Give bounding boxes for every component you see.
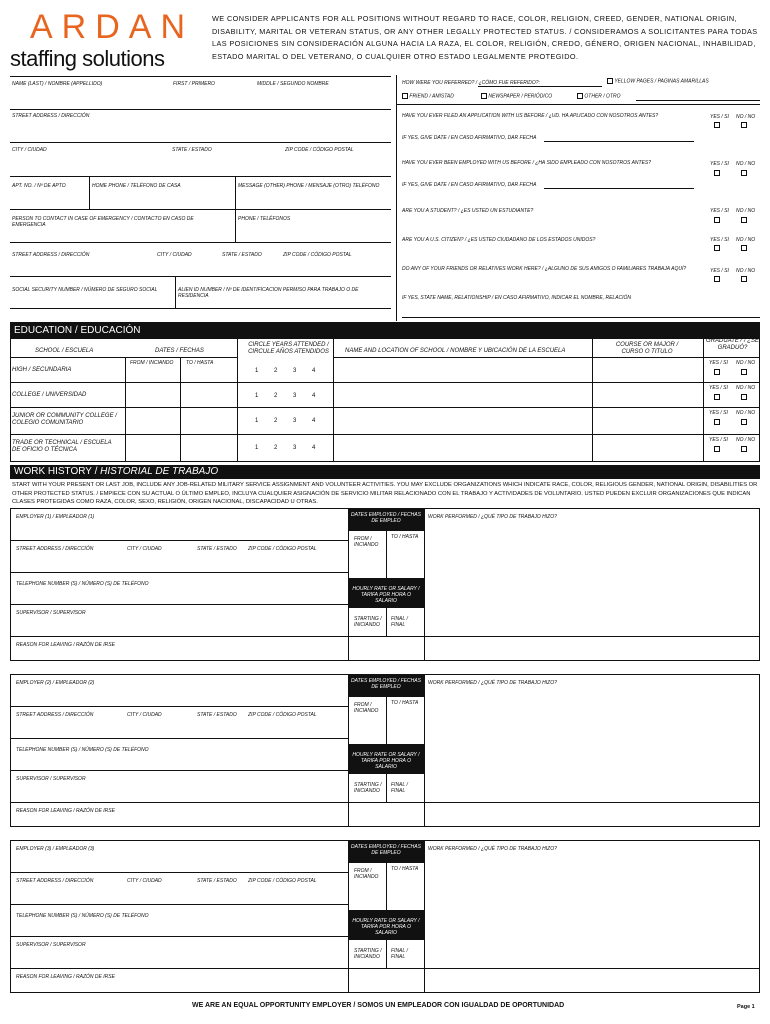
edu-to-header: TO / HASTA	[186, 360, 214, 366]
other-checkbox[interactable]	[577, 93, 583, 99]
page-number: Page 1	[737, 1004, 755, 1010]
edu-school-header: SCHOOL / ESCUELA	[35, 348, 94, 354]
yellow-checkbox[interactable]	[607, 78, 613, 84]
referral-question: HOW WERE YOU REFERRED? / ¿CÓMO FUE REFERIDO?:	[402, 80, 540, 86]
edu-graduate-yes-checkbox[interactable]	[714, 394, 720, 400]
edu-year-option[interactable]: 3	[293, 445, 297, 451]
student-yes-checkbox[interactable]	[714, 217, 720, 223]
work-instructions: START WITH YOUR PRESENT OR LAST JOB, INCLUDE ANY JOB-RELATED MILITARY SERVICE ASSIGNMENT AND VOLUNTEER ACTIVITIES. YOU MAY EXCLUDE ORGANIZATIONS WHICH INDICATE RACE, COLOR, RELIGIOUS GENDER, NATIONAL ORIGIN, DISABILITIES OR OTHER PROTECTED STATUS. / EMPIECE CON SU ACTUAL O ÚLTIMO EMPLEO, INCLUYA CUALQUIER ASIGNACIÓN DE SERVICIO MILITAR RELACIONADO CON EL TRABAJO Y ACTIVIDADES DE VOLUNTARIO. USTED PUEDEN EXCLUIR ORGANIZACIONES QUE INDICAN CLASES PROTEGIDAS COMO RAZA, COLOR, SEXO, RELIGIÓN, ORIGEN NACIONAL, DISCAPACIDAD U OTRAS.	[12, 482, 758, 505]
employer-city-label: CITY / CIUDAD	[127, 878, 162, 884]
edu-yes-label: YES / SI	[709, 360, 728, 366]
edu-year-option[interactable]: 2	[274, 393, 278, 399]
edu-year-option[interactable]: 1	[255, 418, 259, 424]
state2-label: STATE / ESTADO	[222, 252, 262, 258]
employer-to-label: TO / HASTA	[391, 534, 419, 540]
apt-label: APT. NO. / Nº DE APTO	[12, 183, 66, 189]
employer-final-label: FINAL / FINAL	[391, 948, 408, 960]
edu-no-label: NO / NO	[736, 437, 756, 443]
employer-final-label: FINAL / FINAL	[391, 782, 408, 794]
edu-no-label: NO / NO	[736, 360, 756, 366]
employer-supervisor-label: SUPERVISOR / SUPERVISOR	[16, 942, 86, 948]
dates-employed-header: DATES EMPLOYED / FECHAS DE EMPLEO	[348, 840, 424, 862]
edu-name-loc-header: NAME AND LOCATION OF SCHOOL / NOMBRE Y UBICACIÓN DE LA ESCUELA	[345, 348, 566, 354]
edu-graduate-no-checkbox[interactable]	[741, 369, 747, 375]
referral-friend[interactable]: FRIEND / AMISTAD	[402, 93, 454, 99]
student-question: ARE YOU A STUDENT? / ¿ES USTED UN ESTUDIANTE?	[402, 208, 534, 214]
edu-no-label: NO / NO	[736, 385, 756, 391]
edu-dates-header: DATES / FECHAS	[155, 348, 204, 354]
edu-graduate-yes-checkbox[interactable]	[714, 369, 720, 375]
edu-year-option[interactable]: 3	[293, 368, 297, 374]
employer-label: EMPLOYER (1) / EMPLEADOR (1)	[16, 514, 95, 520]
employer-reason-label: REASON FOR LEAVING / RAZÓN DE IRSE	[16, 808, 115, 814]
employer-to-label: TO / HASTA	[391, 866, 419, 872]
edu-year-option[interactable]: 1	[255, 445, 259, 451]
edu-year-option[interactable]: 1	[255, 368, 259, 374]
edu-year-option[interactable]: 4	[312, 418, 316, 424]
friends-name-label: IF YES, STATE NAME, RELATIONSHIP / EN CASO AFIRMATIVO, INDICAR EL NOMBRE, RELACIÓN	[402, 295, 632, 301]
edu-row-label: TRADE OR TECHNICAL / ESCUELA DE OFICIO O TÉCNICA	[12, 440, 112, 453]
city2-label: CITY / CIUDAD	[157, 252, 192, 258]
hourly-rate-header: HOURLY RATE OR SALARY / TARIFA POR HORA O SALARIO	[348, 744, 424, 774]
street2-label: STREET ADDRESS / DIRECCIÓN	[12, 252, 90, 258]
employer-street-label: STREET ADDRESS / DIRECCIÓN	[16, 878, 94, 884]
friend-checkbox[interactable]	[402, 93, 408, 99]
edu-year-option[interactable]: 2	[274, 368, 278, 374]
employer-from-label: FROM / INCIANDO	[354, 868, 379, 880]
footer-eeo: WE ARE AN EQUAL OPPORTUNITY EMPLOYER / SOMOS UN EMPLEADOR CON IGUALDAD DE OPORTUNIDAD	[192, 1002, 565, 1009]
edu-year-option[interactable]: 4	[312, 393, 316, 399]
employer-city-label: CITY / CIUDAD	[127, 712, 162, 718]
city-label: CITY / CIUDAD	[12, 147, 47, 153]
filed-date-label: IF YES, GIVE DATE / EN CASO AFIRMATIVO, DAR FECHA	[402, 135, 537, 141]
friends-question: DO ANY OF YOUR FRIENDS OR RELATIVES WORK HERE? / ¿ALGUNO DE SUS AMIGOS O FAMILIARES TRABAJA AQUÍ?	[402, 266, 687, 272]
edu-yes-label: YES / SI	[709, 385, 728, 391]
friends-yes-checkbox[interactable]	[714, 276, 720, 282]
edu-from-header: FROM / INCIANDO	[130, 360, 174, 366]
employed-date-label: IF YES, GIVE DATE / EN CASO AFIRMATIVO, DAR FECHA	[402, 182, 537, 188]
edu-graduate-no-checkbox[interactable]	[741, 419, 747, 425]
employer-state-label: STATE / ESTADO	[197, 546, 237, 552]
logo-tagline: staffing solutions	[10, 46, 165, 71]
edu-yes-label: YES / SI	[709, 410, 728, 416]
employer-street-label: STREET ADDRESS / DIRECCIÓN	[16, 712, 94, 718]
edu-year-option[interactable]: 2	[274, 445, 278, 451]
name-last-label: NAME (LAST) / NOMBRE (APPELLIDO)	[12, 81, 103, 87]
state-label: STATE / ESTADO	[172, 147, 212, 153]
employed-no-checkbox[interactable]	[741, 170, 747, 176]
filed-question: HAVE YOU EVER FILED AN APPLICATION WITH US BEFORE / ¿UD. HA APLICADO CON NOSOTROS ANTES?	[402, 113, 659, 119]
name-middle-label: MIDDLE / SEGUNDO NOMBRE	[257, 81, 329, 87]
employer-starting-label: STARTING / INICIANDO	[354, 782, 382, 794]
employer-zip-label: ZIP CODE / CÓDIGO POSTAL	[248, 546, 317, 552]
home-phone-label: HOME PHONE / TELÉFONO DE CASA	[92, 183, 181, 189]
edu-year-option[interactable]: 4	[312, 445, 316, 451]
employer-final-label: FINAL / FINAL	[391, 616, 408, 628]
student-no-checkbox[interactable]	[741, 217, 747, 223]
edu-row-label: COLLEGE / UNIVERSIDAD	[12, 392, 87, 398]
employer-zip-label: ZIP CODE / CÓDIGO POSTAL	[248, 712, 317, 718]
citizen-no-checkbox[interactable]	[741, 245, 747, 251]
employed-yes-checkbox[interactable]	[714, 170, 720, 176]
employer-work-performed-label: WORK PERFORMED / ¿QUÉ TIPO DE TRABAJO HIZO?	[428, 680, 557, 686]
employer-to-label: TO / HASTA	[391, 700, 419, 706]
employer-telephone-label: TELEPHONE NUMBER (S) / NÚMERO (S) DE TELÉFONO	[16, 747, 149, 753]
alien-label: ALIEN ID NUMBER / Nº DE IDENTIFICACION PERMISO PARA TRABAJO O DE RESIDENCIA	[178, 287, 359, 299]
edu-year-option[interactable]: 3	[293, 418, 297, 424]
friends-no-checkbox[interactable]	[741, 276, 747, 282]
referral-other[interactable]: OTHER / OTRO	[577, 93, 621, 99]
dates-employed-header: DATES EMPLOYED / FECHAS DE EMPLEO	[348, 508, 424, 530]
employer-starting-label: STARTING / INICIANDO	[354, 616, 382, 628]
edu-year-option[interactable]: 2	[274, 418, 278, 424]
street-input[interactable]	[10, 120, 391, 140]
employer-starting-label: STARTING / INICIANDO	[354, 948, 382, 960]
employer-state-label: STATE / ESTADO	[197, 878, 237, 884]
employer-reason-label: REASON FOR LEAVING / RAZÓN DE IRSE	[16, 974, 115, 980]
employer-label: EMPLOYER (3) / EMPLEADOR (3)	[16, 846, 95, 852]
edu-graduate-yes-checkbox[interactable]	[714, 446, 720, 452]
education-header: EDUCATION / EDUCACIÓN	[10, 322, 760, 338]
citizen-question: ARE YOU A U.S. CITIZEN? / ¿ES USTED CIUDADANO DE LOS ESTADOS UNIDOS?	[402, 237, 596, 243]
employer-label: EMPLOYER (2) / EMPLEADOR (2)	[16, 680, 95, 686]
eeo-statement: WE CONSIDER APPLICANTS FOR ALL POSITIONS WITHOUT REGARD TO RACE, COLOR, RELIGION, CREED, GENDER, NATIONAL ORIGIN, DISABILITY, MARITAL OR VETERAN STATUS, OR ANY OTHER LEGALLY PROTECTED STATUS. / CONSIDERAMOS A SOLICITANTES PARA TODAS LAS POSICIONES SIN CONSIDERACIÓN ALGUNA HACIA LA RAZA, EL COLOR, RELIGIÓN, CREDO, GÉNERO, ORIGEN NACIONAL, INHABILIDAD, ESTADO MARITAL O DEL VETERANO, O CUALQUIER OTRO ESTADO LEGALMENTE PROTEGIDO.	[212, 14, 758, 61]
ssn-label: SOCIAL SECURITY NUMBER / NÚMERO DE SEGURO SOCIAL	[12, 287, 158, 293]
name-input[interactable]	[10, 88, 391, 108]
work-header: WORK HISTORY / HISTORIAL DE TRABAJO	[10, 465, 760, 479]
employer-from-label: FROM / INCIANDO	[354, 702, 379, 714]
employer-work-performed-label: WORK PERFORMED / ¿QUÉ TIPO DE TRABAJO HIZO?	[428, 514, 557, 520]
zip-label: ZIP CODE / CÓDIGO POSTAL	[285, 147, 354, 153]
employer-work-performed-label: WORK PERFORMED / ¿QUÉ TIPO DE TRABAJO HIZO?	[428, 846, 557, 852]
edu-year-option[interactable]: 3	[293, 393, 297, 399]
edu-graduate-no-checkbox[interactable]	[741, 446, 747, 452]
edu-circle-header: CIRCLE YEARS ATTENDED / CIRCULE AÑOS ATENDIDOS	[248, 342, 329, 355]
employer-city-label: CITY / CIUDAD	[127, 546, 162, 552]
edu-year-option[interactable]: 4	[312, 368, 316, 374]
employer-supervisor-label: SUPERVISOR / SUPERVISOR	[16, 776, 86, 782]
employer-telephone-label: TELEPHONE NUMBER (S) / NÚMERO (S) DE TELÉFONO	[16, 913, 149, 919]
filed-yes-checkbox[interactable]	[714, 122, 720, 128]
emergency-label: PERSON TO CONTACT IN CASE OF EMERGENCY / CONTACTO EN CASO DE EMERGENCIA	[12, 216, 194, 228]
employer-telephone-label: TELEPHONE NUMBER (S) / NÚMERO (S) DE TELÉFONO	[16, 581, 149, 587]
employer-street-label: STREET ADDRESS / DIRECCIÓN	[16, 546, 94, 552]
name-first-label: FIRST / PRIMERO	[173, 81, 215, 87]
filed-no-checkbox[interactable]	[741, 122, 747, 128]
edu-graduate-header: GRADUATE? / ¿SE GRADUÓ?	[706, 338, 759, 351]
edu-graduate-yes-checkbox[interactable]	[714, 419, 720, 425]
edu-year-option[interactable]: 1	[255, 393, 259, 399]
hourly-rate-header: HOURLY RATE OR SALARY / TARIFA POR HORA O SALARIO	[348, 578, 424, 608]
edu-row-label: HIGH / SECUNDARIA	[12, 367, 72, 373]
referral-yellow[interactable]: YELLOW PAGES / PAGINAS AMARILLAS	[607, 78, 709, 84]
emergency-phone-label: PHONE / TELÉFONOS	[238, 216, 291, 222]
employer-from-label: FROM / INCIANDO	[354, 536, 379, 548]
dates-employed-header: DATES EMPLOYED / FECHAS DE EMPLEO	[348, 674, 424, 696]
edu-course-header: COURSE OR MAJOR / CURSO O TITULO	[615, 342, 679, 355]
logo-brand: ARDAN	[30, 8, 195, 46]
zip2-label: ZIP CODE / CÓDIGO POSTAL	[283, 252, 352, 258]
edu-graduate-no-checkbox[interactable]	[741, 394, 747, 400]
newspaper-checkbox[interactable]	[481, 93, 487, 99]
personal-info-box	[10, 75, 391, 309]
employed-question: HAVE YOU EVER BEEN EMPLOYED WITH US BEFORE / ¿HA SIDO EMPLEADO CON NOSOTROS ANTES?	[402, 160, 652, 166]
edu-yes-label: YES / SI	[709, 437, 728, 443]
employer-zip-label: ZIP CODE / CÓDIGO POSTAL	[248, 878, 317, 884]
edu-row-label: JUNIOR OR COMMUNITY COLLEGE / COLEGIO COMUNITARIO	[12, 413, 117, 426]
referral-newspaper[interactable]: NEWSPAPER / PERIÓDICO	[481, 93, 552, 99]
citizen-yes-checkbox[interactable]	[714, 245, 720, 251]
hourly-rate-header: HOURLY RATE OR SALARY / TARIFA POR HORA O SALARIO	[348, 910, 424, 940]
employer-state-label: STATE / ESTADO	[197, 712, 237, 718]
employer-supervisor-label: SUPERVISOR / SUPERVISOR	[16, 610, 86, 616]
edu-no-label: NO / NO	[736, 410, 756, 416]
street-label: STREET ADDRESS / DIRECCIÓN	[12, 113, 90, 119]
employer-reason-label: REASON FOR LEAVING / RAZÓN DE IRSE	[16, 642, 115, 648]
message-phone-label: MESSAGE (OTHER) PHONE / MENSAJE (OTRO) TELÉFONO	[238, 183, 380, 189]
